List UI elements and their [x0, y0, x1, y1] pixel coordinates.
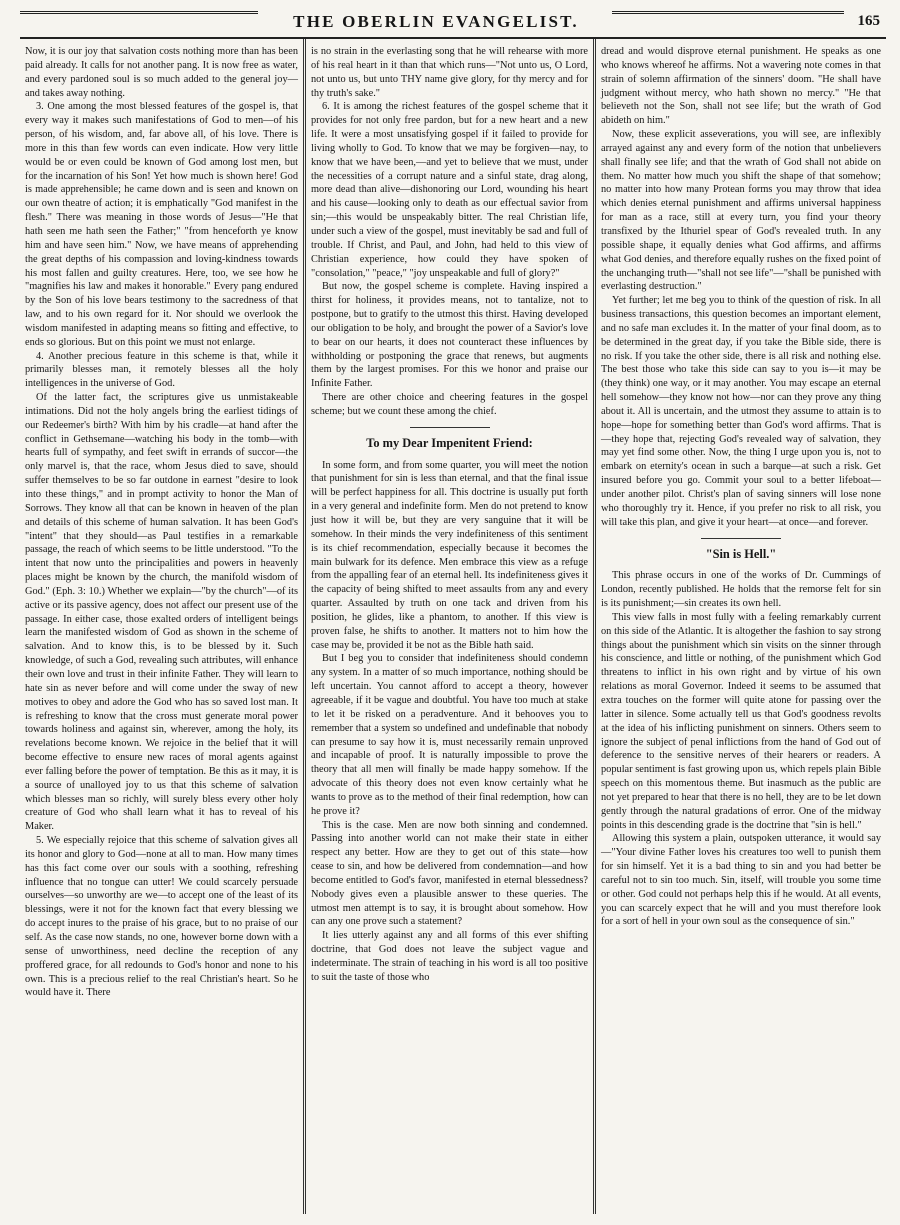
paragraph: Allowing this system a plain, outspoken utterance, it would say—"Your divine Father loves his creatures too well to punish them for sin himself. Yet it is a bad thing to sin and you had better be careful not to sin too much. Sin, itself, will trouble you some time or other. God could not perhaps help this if he would. At all events, you can scarcely expect that he will and you must therefore look for a sort of hell in your own soul as the consequence of sin.": [601, 833, 881, 928]
paragraph: is no strain in the everlasting song that he will rehearse with more of his real heart in it than that which runs—"Not unto us, O Lord, not unto us, but unto THY name give glory, for thy mercy and for thy truth's sake.": [311, 46, 588, 99]
paragraph: 6. It is among the richest features of the gospel scheme that it provides for not only free pardon, but for a new heart and a new life. It were a most unsatisfying gospel if it failed to provide for living wholly to God. To know that we may be forgiven—nay, to know that we have been,—and yet to believe that we must, under the necessities of a corrupt nature and a sinful state, drag along, more dead than alive—dishonoring our Lord, wounding his heart and his cause—looking only to death as our effectual savior from sin;—this would be unspeakably bitter. The real Christian life, under such a view of the gospel, must inevitably be sad and full of trouble. If Christ, and Paul, and John, had held to this view of Christian experience, how could they have spoken of "consolation," "peace," "joy unspeakable and full of glory?": [311, 101, 588, 279]
page-number: 165: [857, 13, 880, 29]
paragraph: This phrase occurs in one of the works of Dr. Cummings of London, recently published. He holds that the remorse felt for sin is its punishment;—sin creates its own hell.: [601, 570, 881, 610]
columns: [20, 39, 886, 1214]
paragraph: It lies utterly against any and all forms of this ever shifting doctrine, that God does not leave the subject vague and indeterminate. The strain of teaching in his word is all too positive to suit the taste of those who: [311, 930, 588, 983]
section-divider: [701, 538, 781, 539]
column-1: [20, 39, 306, 1214]
paragraph: Now, it is our joy that salvation costs nothing more than has been paid already. It calls for not another pang. It is now free as water, and every pardoned soul is so much added to the general joy—and takes away nothing.: [25, 46, 298, 99]
paragraph: 3. One among the most blessed features of the gospel is, that every way it makes such manifestations of God to men—of his person, of his wisdom, and, far above all, of his love. There is more in this than few words can even indicate. How very little would be or even could be known of God among lost men, but for the incarnation of his Son! Yet how much is shown here! God is made apprehensible; he came down and is seen and known on our own theatre of action; it is emphatically "God manifest in the flesh." There was meaning in those words of Jesus—"He that hath seen me hath seen the Father;" "from henceforth ye know him and have seen him." Now, we have means of apprehending the great depths of his compassion and loving-kindness towards his most fallen and guilty creatures. Here, too, we see how he "magnifies his law and makes it honorable." Every pang endured by the Son of his love bears testimony to the sacredness of that law, and to his own regard for it. Nor should we overlook the wisdom manifested in adapting means so fitting and effective, to ends so glorious. But on this point we must not enlarge.: [25, 101, 298, 348]
article-heading: "Sin is Hell.": [705, 546, 777, 561]
section-divider: [410, 427, 490, 428]
paragraph: In some form, and from some quarter, you will meet the notion that punishment for sin is less than eternal, and that the final issue will be perfect happiness for all. This doctrine is usually put forth in a very general and indefinite form. Men do not pretend to know just how it will be, but they are very sanguine that it will be somehow. In their minds the very indefiniteness of this sentiment is its chief recommendation, especially because it becomes the main bulwark for its defence. Men embrace this view as a refuge from the appalling fear of an eternal hell. Its indefiniteness gives it the capacity of being shifted to meet assaults from any and every quarter. Assaulted by truth on one tack and driven from his position, he glides, like a phantom, to another. If this view is proven false, he shifts to another. It matters not to him how the case may be, provided it be not as the Bible hath said.: [311, 459, 588, 651]
paragraph: But now, the gospel scheme is complete. Having inspired a thirst for holiness, it provides means, not to tantalize, not to postpone, but to gratify to the utmost this thirst. Having developed our obligation to be holy, and brought the power of a Savior's love to bear on our hearts, it does not counteract these influences by withholding or postponing the grace that renews, but augments them by the largest promises. For this we honor and praise our Infinite Father.: [311, 281, 588, 390]
paragraph: Of the latter fact, the scriptures give us unmistakeable intimations. Did not the holy angels bring the earliest tidings of our Redeemer's birth? With him by his cradle—at hand after the conflict in Gethsemane—watching his body in the tomb—with hearts full of sympathy, and feet swift in errands of succor—the only marvel is, that the race, whom Jesus died to save, should suffer themselves to be so far outdone in earnest "desire to look into these things," and in prompt activity to honor the Man of Sorrows. They know all that can be known in heaven of the plan and details of this scheme of human salvation. It has been God's "intent" that they should—as Paul testifies in a remarkable passage, the reach of which seems to be little understood. "To the intent that now unto the principalities and powers in heavenly places might be known by the church, the manifold wisdom of God." (Eph. 3: 10.) Whether we explain—"by the church"—of its active or its passive agency, does not affect our present use of the passage. In either case, those exalted orders of intelligent beings learn the manifested wisdom of God as shown in the scheme of salvation. And to know this, is to be blessed by it. Such knowledge, of such a God, revealing such attributes, will enhance their own love and trust in their infinite Father. They will learn to hate sin as never before and will come under the sway of new motives to obey and adore the God who has so saved lost man. It is refreshing to know that the cross must generate moral power towards holiness and against sin, wherever, among the holy, its revelations become known. We rejoice in the belief that it will become effective to ensure new races of moral agents against ever falling before the power of temptation. Be this as it may, it is a source of unalloyed joy to us that this scheme of salvation which blesses man so richly, will surely bless every other holy creature of God who shall learn what it has to reveal of his Maker.: [25, 392, 298, 833]
paragraph: There are other choice and cheering features in the gospel scheme; but we count these among the chief.: [311, 392, 588, 417]
column-3: [596, 39, 886, 1214]
paragraph: 4. Another precious feature in this scheme is that, while it primarily blesses man, it remotely blesses all the holy intelligences in the universe of God.: [25, 350, 298, 390]
masthead-rule-left: [20, 11, 258, 14]
column-2: [306, 39, 596, 1214]
paragraph: Now, these explicit asseverations, you will see, are inflexibly arrayed against any and every form of the notion that unbelievers shall finally see life; and that the wrath of God shall not abide on them. No matter how much you shift the shape of that somehow; no matter into how many Protean forms you may throw that idea which denies eternal punishment and affirms universal happiness for man as a race, still at every turn, you find your theory transfixed by the Ithuriel spear of God's revealed truth. In any possible shape, it equally denies what God affirms, and affirms what God denies, and therefore equally rushes on the fixed point of the unchanging truth—"shall not see life"—"shall be punished with everlasting destruction.": [601, 129, 881, 293]
paragraph: This view falls in most fully with a feeling remarkably current on this side of the Atlantic. It is altogether the fashion to say strong things about the punishment which sin visits on the sinner through his conscience, and little or nothing, of the punishment which God threatens to inflict in his own right and by virtue of his own relations as moral Governor. Indeed it seems to be assumed that extra touches on the former will quite atone for passing over the latter in silence. Some actually tell us that God's goodness revolts at the idea of his inflicting punishment on sinners. Others seem to ignore the subject of penal inflictions from the hand of God out of deference to the sensitive nerves of their hearers or readers. A popular sentiment is fast growing upon us, which repels plain Bible speech on this momentous theme. But inasmuch as the public are not yet prepared to hear that there is no hell, they are to be let down gently through the natural gradations of error. One of the midway points in this descending grade is the doctrine that "sin is hell.": [601, 611, 881, 831]
masthead: [20, 4, 886, 34]
publication-title: THE OBERLIN EVANGELIST.: [293, 12, 579, 31]
paragraph: dread and would disprove eternal punishment. He speaks as one who knows whereof he affirms. Not a wavering note comes in that strain of solemn affirmation of the sinners' doom. "He shall have judgment without mercy, who hath shown no mercy." "He that believeth not the Son, shall not see life; but the wrath of God abideth on him.": [601, 46, 881, 127]
paragraph: Yet further; let me beg you to think of the question of risk. In all business transactions, this question becomes an important element, and no safe man excludes it. In the matter of your final doom, as to be determined in the great day, if you take the Bible side, there is no risk. If you take the other side, there is all risk and nothing else. The best those who take this side can say to you is—it may be (they think) one way, or it may another. You may escape an eternal hell somehow—they know not how—nor can they prove any thing about it. All is uncertain, and the utmost they assume to attain is to hope—hope for something better than God's word affirms. That is—they hope that, rejecting God's revealed way of salvation, they may yet find some other. Now, the thing I urge upon you is, not to embark on eternity's ocean in such a barque—at such a risk. Get insured before you go. Commit your soul to a better lifeboat—under another pilot. Christ's plan of saving sinners will lose none who thoroughly try it. Hence, if you prefer no risk to all risk, you will take this plan, and give it your heart—at once—and forever.: [601, 295, 881, 528]
masthead-rule-right: [612, 11, 844, 14]
letter-heading: To my Dear Impenitent Friend:: [366, 435, 533, 450]
paragraph: This is the case. Men are now both sinning and condemned. Passing into another world can not make their state in either respect any better. How are they to get out of this state—how cease to sin, and how be delivered from condemnation—and how become entitled to God's favor, manifested in eternal blessedness? Nobody gives even a plausible answer to these queries. The utmost men attempt is to say, it is brought about somehow. How can any one prove such a statement?: [311, 819, 588, 928]
paragraph: 5. We especially rejoice that this scheme of salvation gives all its honor and glory to God—none at all to man. How many times has this fact come over our souls with a soothing, refreshing influence that no tongue can utter! We could scarcely persuade ourselves—so unworthy are we—to accept one of the least of its blessings, were it not for the known fact that every blessing we do accept inures to the praise of his grace, but to no praise of our self. As the case now stands, no one, however borne down with a sense of unworthiness, need decline the reception of any proffered grace, for all redounds to God's honor and none to his own. This is a precious relief to the real Christian's heart. So he would have it. There: [25, 835, 298, 999]
paragraph: But I beg you to consider that indefiniteness should condemn any system. In a matter of so much importance, nothing should be left uncertain. You cannot afford to accept a theory, however agreeable, if it be vague and doubtful. You have too much at stake to let it be risked on a peradventure. And it behooves you to remember that a system so undefined and undefinable that nobody can presume to say how it is, must necessarily remain unproved and incapable of proof. It is naturally impossible to prove the theory that all men will finally be made happy somehow. If the advocate of this theory does not even know certainly what he wants to prove as to the method of their final redemption, how can he prove it?: [311, 653, 588, 817]
